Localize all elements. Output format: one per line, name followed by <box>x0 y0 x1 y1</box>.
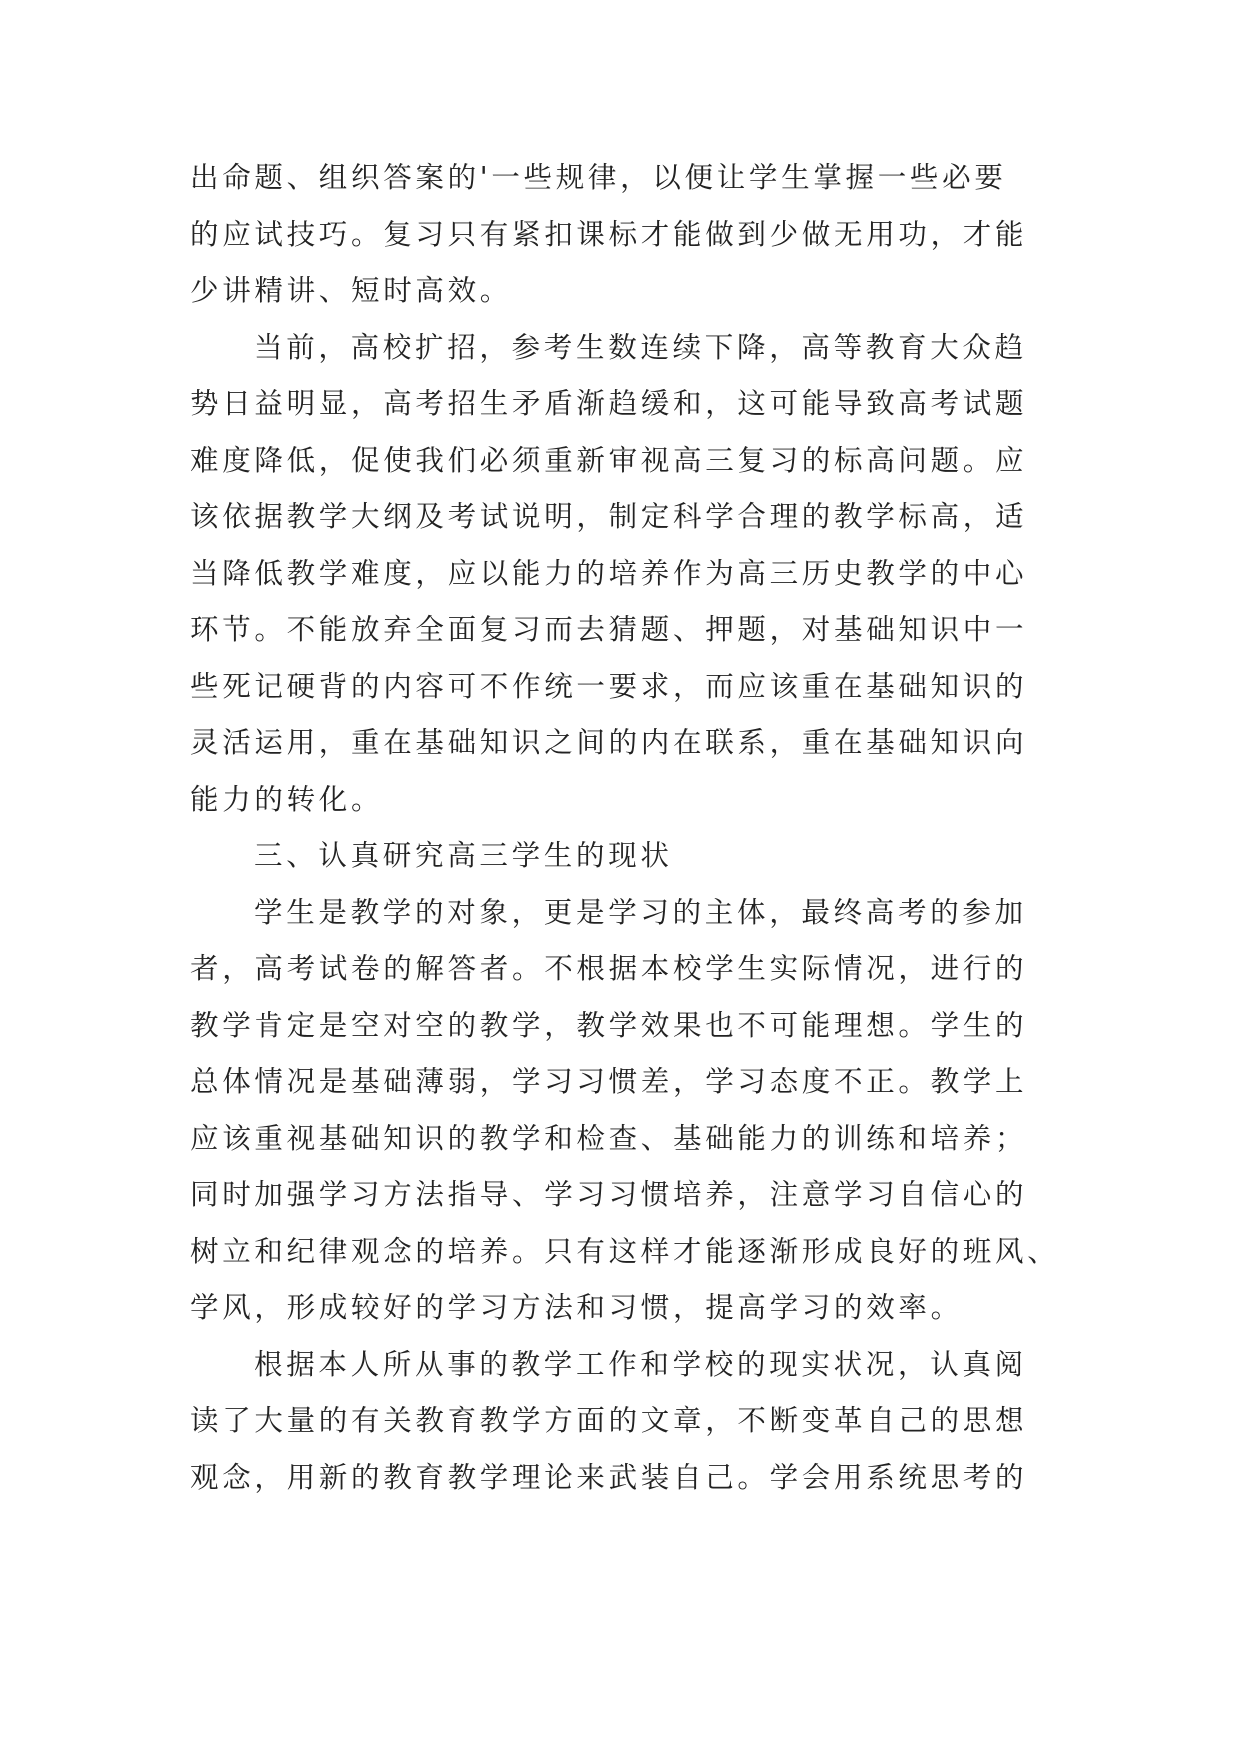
text-line: 教学肯定是空对空的教学，教学效果也不可能理想。学生的 <box>190 1008 1028 1042</box>
text-line: 根据本人所从事的教学工作和学校的现实状况，认真阅 <box>254 1347 1027 1381</box>
text-line: 该依据教学大纲及考试说明，制定科学合理的教学标高，适 <box>190 500 1028 533</box>
document-body <box>190 150 1060 1506</box>
text-line: 当降低教学难度，应以能力的培养作为高三历史教学的中心 <box>190 556 1028 590</box>
text-line: 出命题、组织答案的'一些规律，以便让学生掌握一些必要 <box>190 161 1007 194</box>
text-line: 学生是教学的对象，更是学习的主体，最终高考的参加 <box>254 895 1027 929</box>
text-line: 同时加强学习方法指导、学习习惯培养，注意学习自信心的 <box>190 1178 1028 1211</box>
text-line: 灵活运用，重在基础知识之间的内在联系，重在基础知识向 <box>190 726 1028 759</box>
text-line: 读了大量的有关教育教学方面的文章，不断变革自己的思想 <box>190 1404 1028 1437</box>
text-line: 总体情况是基础薄弱，学习习惯差，学习态度不正。教学上 <box>190 1065 1028 1098</box>
text-line: 的应试技巧。复习只有紧扣课标才能做到少做无用功，才能 <box>190 217 1028 251</box>
text-line: 少讲精讲、短时高效。 <box>190 274 513 307</box>
text-line: 观念，用新的教育教学理论来武装自己。学会用系统思考的 <box>190 1460 1028 1494</box>
text-line: 者，高考试卷的解答者。不根据本校学生实际情况，进行的 <box>190 952 1028 985</box>
text-line: 难度降低，促使我们必须重新审视高三复习的标高问题。应 <box>190 443 1028 477</box>
text-line: 环节。不能放弃全面复习而去猜题、押题，对基础知识中一 <box>190 613 1028 646</box>
text-line: 些死记硬背的内容可不作统一要求，而应该重在基础知识的 <box>190 669 1028 703</box>
text-line: 学风，形成较好的学习方法和习惯，提高学习的效率。 <box>190 1291 963 1324</box>
text-line: 能力的转化。 <box>190 782 384 816</box>
section-heading: 三、认真研究高三学生的现状 <box>254 839 673 872</box>
text-line: 当前，高校扩招，参考生数连续下降，高等教育大众趋 <box>254 330 1027 364</box>
text-line: 势日益明显，高考招生矛盾渐趋缓和，这可能导致高考试题 <box>190 387 1028 420</box>
text-line: 树立和纪律观念的培养。只有这样才能逐渐形成良好的班风、 <box>190 1234 1060 1268</box>
text-line: 应该重视基础知识的教学和检查、基础能力的训练和培养； <box>190 1121 1028 1155</box>
